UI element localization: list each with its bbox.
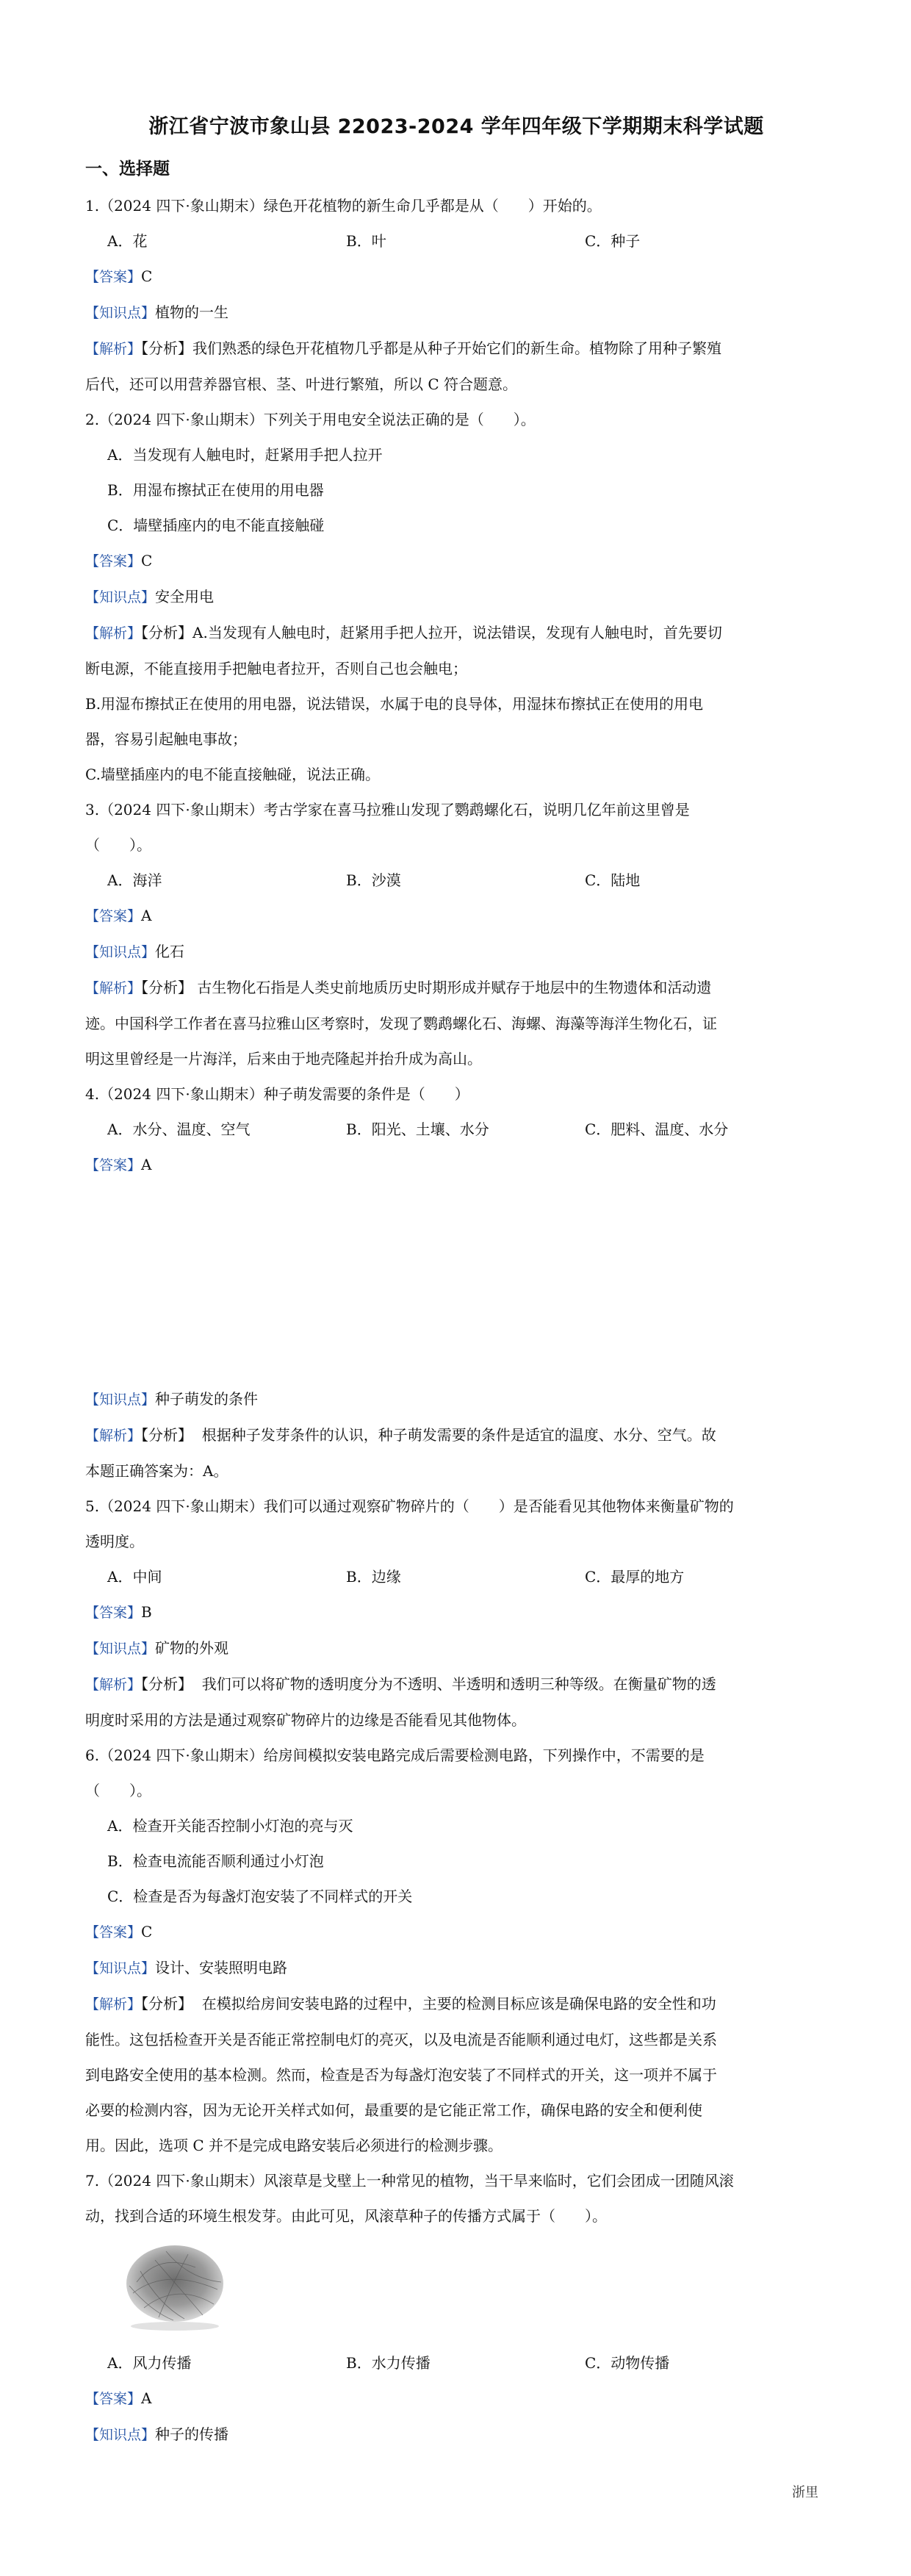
answer-value: A: [141, 907, 152, 924]
knowledge-value: 种子的传播: [155, 2425, 229, 2443]
exam-page: [85, 110, 827, 2453]
analysis-text: 我们可以将矿物的透明度分为不透明、半透明和透明三种等级。在衡量矿物的透: [201, 1675, 716, 1693]
question-stem: 1.（2024 四下·象山期末）绿色开花植物的新生命几乎都是从（ ）开始的。: [85, 197, 602, 215]
answer-line: [85, 898, 827, 934]
option-c: C．肥料、温度、水分: [585, 1120, 729, 1138]
option-a: A．风力传播: [107, 2354, 192, 2372]
option-a: A．当发现有人触电时，赶紧用手把人拉开: [107, 446, 383, 464]
option-c: C．墙壁插座内的电不能直接触碰: [107, 517, 325, 534]
knowledge-line: [85, 934, 827, 970]
analysis-tag: 【解析】: [85, 980, 142, 996]
options-row: [85, 863, 827, 898]
knowledge-value: 设计、安装照明电路: [155, 1959, 288, 1976]
page-footer: 浙里: [792, 2485, 818, 2500]
question-stem-cont: 透明度。: [85, 1533, 144, 1550]
answer-value: C: [141, 267, 153, 285]
knowledge-line: [85, 1381, 827, 1417]
option-c: C．种子: [585, 232, 641, 250]
question-3: [85, 792, 827, 1076]
analysis-line: 器，容易引起触电事故；: [85, 730, 247, 748]
option-b: B．沙漠: [346, 871, 401, 889]
answer-line: [85, 259, 827, 295]
question-2: [85, 402, 827, 792]
answer-line: [85, 1147, 827, 1183]
answer-tag: 【答案】: [85, 1605, 142, 1621]
knowledge-tag: 【知识点】: [85, 305, 156, 321]
analysis-tag: 【解析】: [85, 1428, 142, 1444]
knowledge-line: [85, 2417, 827, 2453]
option-b: B．水力传播: [346, 2354, 431, 2372]
analysis-line: 必要的检测内容，因为无论开关样式如何，最重要的是它能正常工作，确保电路的安全和便利使: [85, 2101, 702, 2119]
knowledge-tag: 【知识点】: [85, 1960, 156, 1976]
knowledge-value: 矿物的外观: [155, 1639, 229, 1657]
answer-line: [85, 1594, 827, 1630]
fenxi-tag: 【分析】: [141, 624, 193, 641]
analysis-line: 断电源，不能直接用手把触电者拉开，否则自己也会触电；: [85, 660, 467, 677]
answer-line: [85, 2381, 827, 2417]
question-stem: 2.（2024 四下·象山期末）下列关于用电安全说法正确的是（ ）。: [85, 411, 536, 428]
analysis-line: C.墙壁插座内的电不能直接触碰，说法正确。: [85, 766, 380, 783]
question-stem-cont: （ ）。: [85, 836, 151, 854]
answer-line: [85, 543, 827, 579]
option-b: B．阳光、土壤、水分: [346, 1120, 489, 1138]
analysis-line: 后代，还可以用营养器官根、茎、叶进行繁殖，所以 C 符合题意。: [85, 375, 518, 393]
analysis-line: 到电路安全使用的基本检测。然而，检查是否为每盏灯泡安装了不同样式的开关，这一项并不属于: [85, 2066, 717, 2084]
knowledge-line: [85, 579, 827, 615]
option-a: A．花: [107, 232, 148, 250]
question-stem: 7.（2024 四下·象山期末）风滚草是戈壁上一种常见的植物，当干旱来临时，它们会团成一团随风滚: [85, 2172, 734, 2190]
answer-value: A: [141, 2389, 152, 2407]
knowledge-tag: 【知识点】: [85, 1392, 156, 1408]
option-c: C．最厚的地方: [585, 1568, 685, 1586]
analysis-tag: 【解析】: [85, 1996, 142, 2012]
analysis-line: 明度时采用的方法是通过观察矿物碎片的边缘是否能看见其他物体。: [85, 1711, 526, 1729]
question-stem: 5.（2024 四下·象山期末）我们可以通过观察矿物碎片的（ ）是否能看见其他物体来衡量矿物的: [85, 1497, 734, 1515]
analysis-line: [85, 970, 827, 1006]
fenxi-tag: 【分析】: [141, 1995, 193, 2012]
option-b: B．叶: [346, 232, 386, 250]
question-stem-cont: 动，找到合适的环境生根发芽。由此可见，风滚草种子的传播方式属于（ ）。: [85, 2207, 607, 2225]
analysis-text: 古生物化石指是人类史前地质历史时期形成并赋存于地层中的生物遗体和活动遗: [192, 979, 712, 996]
answer-tag: 【答案】: [85, 2391, 142, 2407]
answer-tag: 【答案】: [85, 1157, 142, 1173]
analysis-line: [85, 1666, 827, 1702]
answer-value: A: [141, 1156, 152, 1173]
knowledge-value: 种子萌发的条件: [155, 1390, 259, 1408]
question-stem-cont: （ ）。: [85, 1782, 151, 1799]
question-5: [85, 1489, 827, 1738]
option-a: A．中间: [107, 1568, 162, 1586]
analysis-line: 迹。中国科学工作者在喜马拉雅山区考察时，发现了鹦鹉螺化石、海螺、海藻等海洋生物化石，证: [85, 1015, 717, 1032]
analysis-line: 本题正确答案为：A。: [85, 1462, 228, 1480]
option-a: A．水分、温度、空气: [107, 1120, 251, 1138]
option-b: B．检查电流能否顺利通过小灯泡: [107, 1852, 324, 1870]
knowledge-line: [85, 295, 827, 331]
analysis-line: [85, 331, 827, 367]
fenxi-tag: 【分析】: [141, 1675, 193, 1693]
answer-tag: 【答案】: [85, 1924, 142, 1940]
fenxi-tag: 【分析】: [141, 979, 193, 996]
option-a: A．海洋: [107, 871, 162, 889]
knowledge-value: 植物的一生: [155, 303, 229, 321]
question-stem: 4.（2024 四下·象山期末）种子萌发需要的条件是（ ）: [85, 1085, 469, 1103]
question-4: [85, 1076, 827, 1489]
analysis-line: 用。因此，选项 C 并不是完成电路安装后必须进行的检测步骤。: [85, 2137, 503, 2154]
answer-tag: 【答案】: [85, 269, 142, 285]
answer-value: C: [141, 552, 153, 569]
knowledge-line: [85, 1630, 827, 1666]
question-6: [85, 1738, 827, 2163]
knowledge-tag: 【知识点】: [85, 1641, 156, 1657]
answer-value: C: [141, 1923, 153, 1940]
option-b: B．边缘: [346, 1568, 401, 1586]
analysis-text: 在模拟给房间安装电路的过程中，主要的检测目标应该是确保电路的安全性和功: [201, 1995, 716, 2012]
knowledge-value: 化石: [155, 943, 185, 960]
options-row: [85, 1112, 827, 1147]
question-stem: 3.（2024 四下·象山期末）考古学家在喜马拉雅山发现了鹦鹉螺化石，说明几亿年前这里曾是: [85, 801, 690, 819]
fenxi-tag: 【分析】: [141, 339, 193, 357]
analysis-line: [85, 615, 827, 651]
tumbleweed-image: [115, 2238, 232, 2341]
analysis-line: [85, 1417, 827, 1453]
knowledge-tag: 【知识点】: [85, 2427, 156, 2443]
analysis-tag: 【解析】: [85, 1677, 142, 1693]
fenxi-tag: 【分析】: [141, 1426, 193, 1444]
answer-tag: 【答案】: [85, 553, 142, 569]
knowledge-tag: 【知识点】: [85, 589, 156, 605]
options-row: [85, 2345, 827, 2381]
analysis-line: [85, 1986, 827, 2022]
option-c: C．检查是否为每盏灯泡安装了不同样式的开关: [107, 1888, 413, 1905]
knowledge-value: 安全用电: [155, 588, 215, 605]
blank-space: [85, 1183, 827, 1381]
analysis-tag: 【解析】: [85, 341, 142, 357]
analysis-line: 明这里曾经是一片海洋，后来由于地壳隆起并抬升成为高山。: [85, 1050, 482, 1068]
answer-line: [85, 1914, 827, 1950]
analysis-text: 根据种子发芽条件的认识，种子萌发需要的条件是适宜的温度、水分、空气。故: [201, 1426, 716, 1444]
option-c: C．动物传播: [585, 2354, 670, 2372]
answer-value: B: [141, 1603, 152, 1621]
options-row: [85, 1559, 827, 1594]
options-row: [85, 223, 827, 259]
option-b: B．用湿布擦拭正在使用的用电器: [107, 481, 324, 499]
question-7: [85, 2163, 827, 2453]
analysis-text: A.当发现有人触电时，赶紧用手把人拉开，说法错误，发现有人触电时，首先要切: [192, 624, 722, 641]
analysis-text: 我们熟悉的绿色开花植物几乎都是从种子开始它们的新生命。植物除了用种子繁殖: [192, 339, 722, 357]
answer-tag: 【答案】: [85, 908, 142, 924]
section-heading: 一、选择题: [85, 159, 170, 179]
question-stem: 6.（2024 四下·象山期末）给房间模拟安装电路完成后需要检测电路，下列操作中，不需要的是: [85, 1746, 705, 1764]
question-1: [85, 188, 827, 402]
page-title: 浙江省宁波市象山县 22023-2024 学年四年级下学期期末科学试题: [148, 115, 764, 138]
analysis-line: B.用湿布擦拭正在使用的用电器，说法错误，水属于电的良导体，用湿抹布擦拭正在使用的用电: [85, 695, 704, 713]
knowledge-tag: 【知识点】: [85, 944, 156, 960]
option-a: A．检查开关能否控制小灯泡的亮与灭: [107, 1817, 353, 1835]
analysis-tag: 【解析】: [85, 625, 142, 641]
knowledge-line: [85, 1950, 827, 1986]
option-c: C．陆地: [585, 871, 641, 889]
analysis-line: 能性。这包括检查开关是否能正常控制电灯的亮灭，以及电流是否能顺利通过电灯，这些都是关系: [85, 2031, 717, 2048]
